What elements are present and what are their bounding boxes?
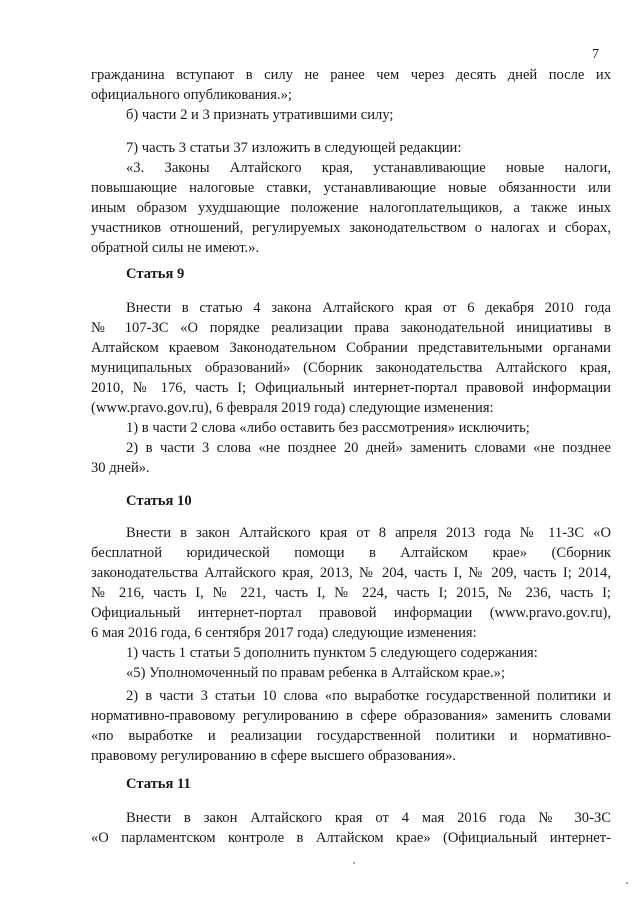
text-line: Алтайском краевом Законодательном Собрании представительными органами <box>91 340 611 356</box>
text-line: законодательства Алтайского края, 2013, № 204, часть I, № 209, часть I; 2014, <box>91 565 611 581</box>
text-line: обратной силы не имеют.». <box>91 240 260 256</box>
text-line: «по выработке и реализации государственной политики и нормативно- <box>91 728 611 744</box>
text-line: иным образом ухудшающие положение налогоплательщиков, а также иных <box>91 200 611 216</box>
text-line: участников отношений, регулируемых законодательством о налогах и сборах, <box>91 220 611 236</box>
text-line: «О парламентском контроле в Алтайском крае» (Официальный интернет- <box>91 830 611 846</box>
scan-speck <box>353 862 355 864</box>
text-line: «5) Уполномоченный по правам ребенка в Алтайском крае.»; <box>126 665 505 681</box>
article-heading: Статья 9 <box>126 266 185 282</box>
text-line: Внести в закон Алтайского края от 8 апреля 2013 года № 11-ЗС «О <box>126 525 611 541</box>
page-number: 7 <box>592 47 599 62</box>
text-line: «3. Законы Алтайского края, устанавливающие новые налоги, <box>126 160 611 176</box>
text-line: муниципальных образований» (Сборник законодательства Алтайского края, <box>91 360 611 376</box>
text-line: повышающие налоговые ставки, устанавливающие новые обязанности или <box>91 180 611 196</box>
text-line: бесплатной юридической помощи в Алтайском крае» (Сборник <box>91 545 611 561</box>
scan-speck <box>626 882 628 884</box>
text-line: № 216, часть I, № 221, часть I, № 224, часть I; 2015, № 236, часть I; <box>91 585 611 601</box>
article-heading: Статья 11 <box>126 776 191 792</box>
text-line: (www.pravo.gov.ru), 6 февраля 2019 года) следующие изменения: <box>91 400 494 416</box>
text-line: 7) часть 3 статьи 37 изложить в следующей редакции: <box>126 140 462 156</box>
text-line: б) части 2 и 3 признать утратившими силу; <box>126 107 394 123</box>
article-heading: Статья 10 <box>126 493 192 509</box>
text-line: 6 мая 2016 года, 6 сентября 2017 года) следующие изменения: <box>91 625 477 641</box>
text-line: Внести в закон Алтайского края от 4 мая 2016 года № 30-ЗС <box>126 810 611 826</box>
text-line: гражданина вступают в силу не ранее чем через десять дней после их <box>91 67 611 83</box>
text-line: правовому регулированию в сфере высшего образования». <box>91 748 457 764</box>
text-line: 2) в части 3 статьи 10 слова «по выработке государственной политики и <box>126 688 611 704</box>
text-line: 30 дней». <box>91 460 150 476</box>
text-line: официального опубликования.»; <box>91 87 292 103</box>
text-line: Официальный интернет-портал правовой информации (www.pravo.gov.ru), <box>91 605 611 621</box>
text-line: Внести в статью 4 закона Алтайского края от 6 декабря 2010 года <box>126 300 611 316</box>
text-line: 1) часть 1 статьи 5 дополнить пунктом 5 следующего содержания: <box>126 645 538 661</box>
text-line: 2010, № 176, часть I; Официальный интернет-портал правовой информации <box>91 380 611 396</box>
text-line: № 107-ЗС «О порядке реализации права законодательной инициативы в <box>91 320 611 336</box>
text-line: 2) в части 3 слова «не позднее 20 дней» заменить словами «не позднее <box>126 440 611 456</box>
text-line: 1) в части 2 слова «либо оставить без рассмотрения» исключить; <box>126 420 530 436</box>
text-line: нормативно-правовому регулированию в сфере образования» заменить словами <box>91 708 611 724</box>
